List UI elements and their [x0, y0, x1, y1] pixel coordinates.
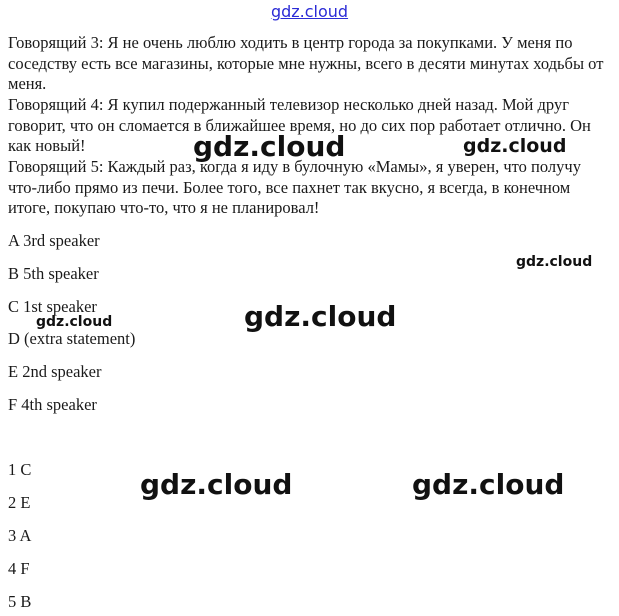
speaker-3-paragraph: Говорящий 3: Я не очень люблю ходить в центр города за покупками. У меня по соседству есть все магазины, которые мне нужны, всего в десяти минутах ходьбы от меня. — [8, 33, 604, 93]
speaker-5-paragraph: Говорящий 5: Каждый раз, когда я иду в булочную «Мамы», я уверен, что получу что-либо прямо из печи. Более того, все пахнет так вкусно, я всегда, в конечном итоге, покупаю что-то, что я не планировал! — [8, 157, 581, 217]
option-b: B 5th speaker — [8, 264, 99, 283]
answer-2: 2 E — [8, 493, 31, 512]
watermark: gdz.cloud — [193, 130, 346, 163]
watermark: gdz.cloud — [140, 468, 293, 501]
option-e: E 2nd speaker — [8, 362, 102, 381]
watermark: gdz.cloud — [244, 300, 397, 333]
answer-1: 1 C — [8, 460, 32, 479]
option-a: A 3rd speaker — [8, 231, 100, 250]
watermark: gdz.cloud — [412, 468, 565, 501]
answer-5: 5 B — [8, 592, 32, 611]
answer-3: 3 A — [8, 526, 32, 545]
speaker-4-paragraph: Говорящий 4: Я купил подержанный телевизор несколько дней назад. Мой друг говорит, что он сломается в ближайшее время, но до сих пор работает отлично. Он как новый! — [8, 95, 591, 155]
watermark: gdz.cloud — [516, 254, 593, 270]
option-d: D (extra statement) — [8, 329, 136, 348]
header-watermark-link: gdz.cloud — [270, 2, 349, 21]
answer-4: 4 F — [8, 559, 30, 578]
watermark: gdz.cloud — [463, 135, 567, 157]
option-c: C 1st speaker — [8, 297, 97, 316]
option-f: F 4th speaker — [8, 395, 97, 414]
watermark: gdz.cloud — [36, 314, 113, 330]
